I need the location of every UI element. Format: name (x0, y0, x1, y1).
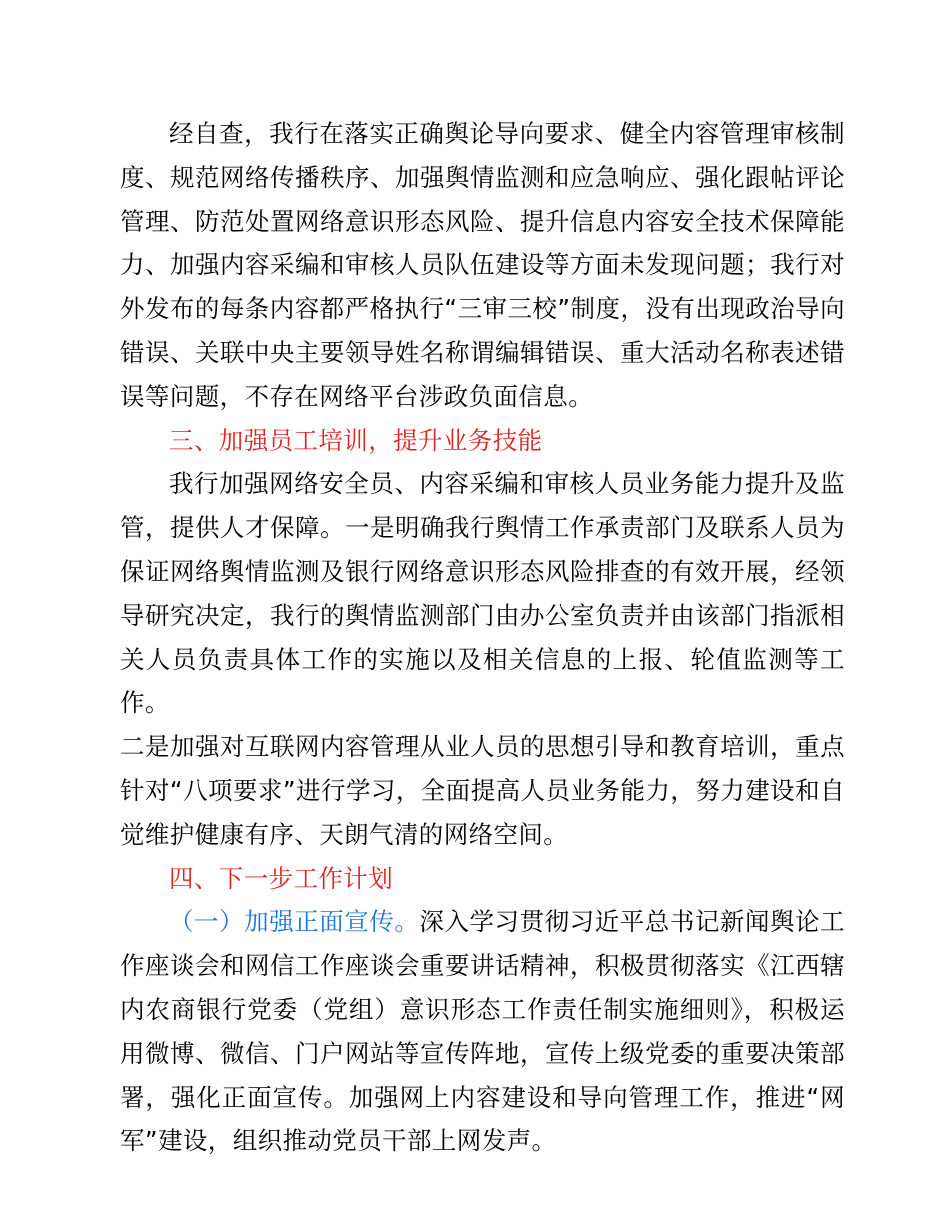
section-heading-4: 四、下一步工作计划 (169, 863, 394, 893)
sub-heading-positive-publicity: （一）加强正面宣传。 (169, 907, 420, 937)
paragraph-positive-publicity (120, 900, 845, 1163)
document-body (120, 112, 845, 1163)
paragraph-training: 我行加强网络安全员、内容采编和审核人员业务能力提升及监管，提供人才保障。一是明确我行舆情工作承责部门及联系人员为保证网络舆情监测及银行网络意识形态风险排查的有效开展，经领导研究决定，我行的舆情监测部门由办公室负责并由该部门指派相关人员负责具体工作的实施以及相关信息的上报、轮值监测等工作。 (120, 469, 845, 718)
paragraph-training-continued: 二是加强对互联网内容管理从业人员的思想引导和教育培训，重点针对“八项要求”进行学习，全面提高人员业务能力，努力建设和自觉维护健康有序、天朗气清的网络空间。 (120, 732, 845, 849)
section-heading-3: 三、加强员工培训，提升业务技能 (169, 425, 543, 455)
paragraph-positive-publicity-text: 深入学习贯彻习近平总书记新闻舆论工作座谈会和网信工作座谈会重要讲话精神，积极贯彻落实《江西辖内农商银行党委（党组）意识形态工作责任制实施细则》，积极运用微博、微信、门户网站等宣传阵地，宣传上级党委的重要决策部署，强化正面宣传。加强网上内容建设和导向管理工作，推进“网军”建设，组织推动党员干部上网发声。 (120, 907, 845, 1156)
paragraph-self-inspection: 经自查，我行在落实正确舆论导向要求、健全内容管理审核制度、规范网络传播秩序、加强舆情监测和应急响应、强化跟帖评论管理、防范处置网络意识形态风险、提升信息内容安全技术保障能力、加强内容采编和审核人员队伍建设等方面未发现问题；我行对外发布的每条内容都严格执行“三审三校”制度，没有出现政治导向错误、关联中央主要领导姓名称谓编辑错误、重大活动名称表述错误等问题，不存在网络平台涉政负面信息。 (120, 119, 845, 411)
